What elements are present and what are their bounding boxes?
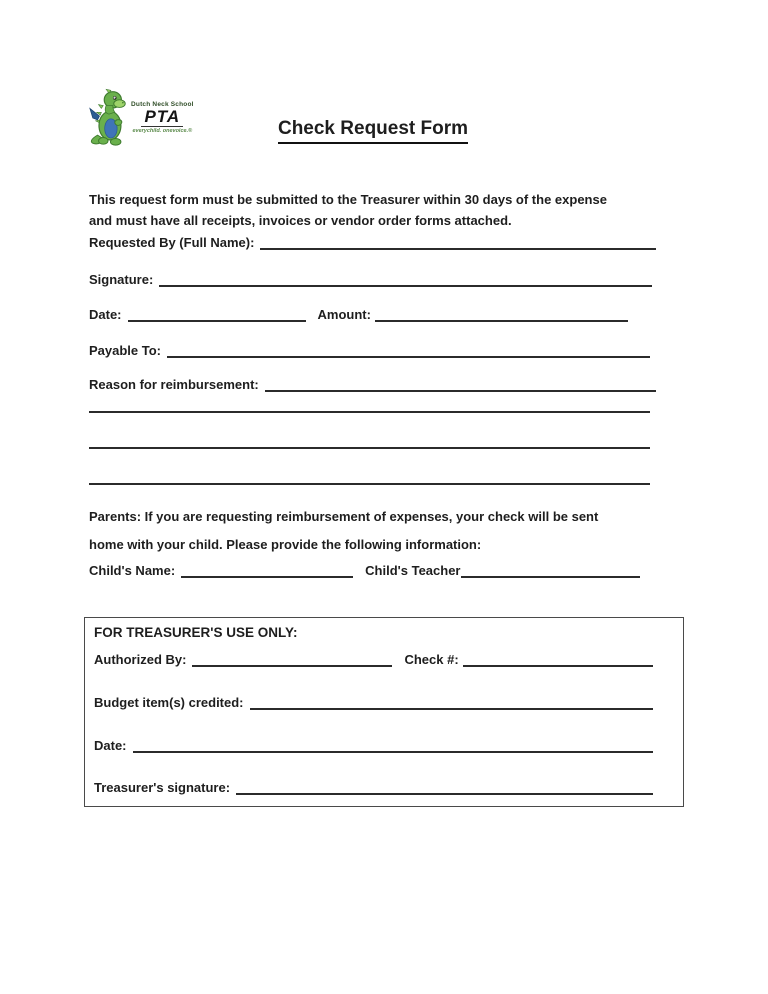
authorized-by-label: Authorized By: [94,652,187,667]
page-title [89,118,657,144]
requested-by-input-line[interactable] [260,234,656,250]
reason-label: Reason for reimbursement: [89,377,259,392]
logo-org-name: PTA [141,108,183,127]
reason-input-line-2[interactable] [89,411,650,413]
authorized-by-row [94,651,653,667]
child-teacher-input-line[interactable] [461,562,641,578]
intro-note [89,189,665,231]
treasurer-section-box [84,617,684,807]
reason-input-line-4[interactable] [89,483,650,485]
requested-by-label: Requested By (Full Name): [89,235,255,250]
child-teacher-label: Child's Teacher [365,563,461,578]
child-info-row [89,560,640,578]
signature-label: Signature: [89,272,154,287]
payable-to-row [89,340,650,358]
treasurer-date-label: Date: [94,738,127,753]
check-number-input-line[interactable] [463,651,653,667]
page-title-text: Check Request Form [278,118,468,144]
reason-input-line-1[interactable] [265,376,656,392]
signature-row [89,269,652,287]
logo-tagline: everychild. onevoice.® [132,127,193,134]
authorized-by-input-line[interactable] [192,651,392,667]
requested-by-row [89,232,656,250]
reason-row [89,374,656,392]
parents-note-line-1: Parents: If you are requesting reimbursement of expenses, your check will be sent [89,509,599,524]
intro-line-1: This request form must be submitted to the Treasurer within 30 days of the expense [89,192,607,207]
amount-input-line[interactable] [375,306,628,322]
date-input-line[interactable] [128,306,306,322]
budget-input-line[interactable] [250,694,653,710]
budget-label: Budget item(s) credited: [94,695,244,710]
date-amount-row [89,304,628,322]
child-name-input-line[interactable] [181,562,353,578]
date-label: Date: [89,307,122,322]
treasurer-signature-row [94,779,653,795]
treasurer-signature-input-line[interactable] [236,779,653,795]
treasurer-date-row [94,737,653,753]
payable-to-label: Payable To: [89,343,162,358]
amount-label: Amount: [317,307,371,322]
treasurer-date-input-line[interactable] [133,737,653,753]
check-number-label: Check #: [404,652,459,667]
intro-line-2: and must have all receipts, invoices or vendor order forms attached. [89,213,512,228]
payable-to-input-line[interactable] [167,342,650,358]
parents-note [89,503,665,559]
treasurer-heading: FOR TREASURER'S USE ONLY: [94,625,298,640]
reason-input-line-3[interactable] [89,447,650,449]
signature-input-line[interactable] [159,271,652,287]
budget-row [94,694,653,710]
parents-note-line-2: home with your child. Please provide the following information: [89,537,482,552]
treasurer-signature-label: Treasurer's signature: [94,780,231,795]
logo-school-name: Dutch Neck School [131,100,194,108]
child-name-label: Child's Name: [89,563,176,578]
